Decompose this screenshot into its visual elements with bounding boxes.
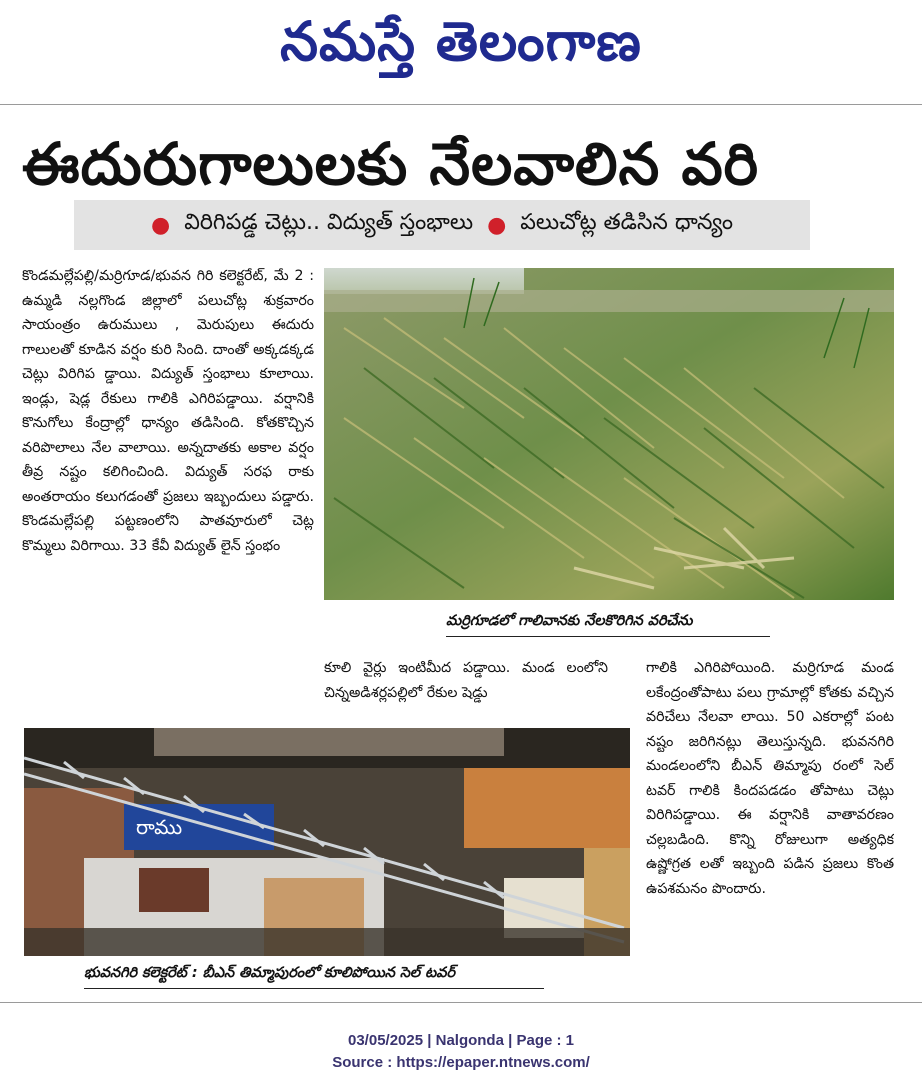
footer-source-line: Source : https://epaper.ntnews.com/: [332, 1054, 590, 1071]
masthead-logo: నమస్తే తెలంగాణ: [280, 10, 642, 73]
masthead-divider: [0, 104, 922, 105]
photo-1-caption: మర్రిగూడలో గాలివానకు నేలకొరిగిన వరిచేను: [446, 612, 770, 637]
bullet-icon: ●: [487, 212, 507, 238]
cell-tower-photo: [24, 728, 630, 956]
article-column-3: గాలికి ఎగిరిపోయింది. మర్రిగూడ మండ లకేంద్రంతోపాటు పలు గ్రామాల్లో కోతకు వచ్చిన వరిచేలు నేలవా లాయి. 50 ఎకరాల్లో పంట నష్టం జరిగినట్లు తెలుస్తున్నది. భువనగిరి మండలంలోని బీఎన్ తిమ్మాపు రంలో సెల్ టవర్ గాలికి కిందపడడం తోపాటు చెట్లు విరిగిపడ్డాయి. ఈ వర్షానికి వాతావరణం చల్లబడింది. కొన్ని రోజులుగా అత్యధిక ఉష్ణోగ్రత లతో ఇబ్బంది పడిన ప్రజలు కొంత ఉపశమనం పొందారు.: [646, 660, 894, 897]
headline: ఈదురుగాలులకు నేలవాలిన వరి: [22, 130, 760, 198]
article-column-1: కొండమల్లేపల్లి/మర్రిగూడ/భువన గిరి కలెక్టరేట్, మే 2 : ఉమ్మడి నల్లగొండ జిల్లాలో పలుచోట్ల శుక్రవారం సాయంత్రం ఉరుములు , మెరుపులు ఈదురు గాలులతో కూడిన వర్షం కురి సింది. దాంతో అక్కడక్కడ చెట్లు విరిగిప డ్డాయి. విద్యుత్ స్తంభాలు కూలాయి. ఇండ్లు, షెడ్ల రేకులు గాలికి ఎగిరిపడ్డాయి. వర్షానికి కొనుగోలు కేంద్రాల్లో ధాన్యం తడిసింది. కోతకొచ్చిన వరిపొలాలు నేల వాలాయి. అన్నదాతకు అకాల వర్షం తీవ్ర నష్టం కలిగించింది. విద్యుత్ సరఫ రాకు అంతరాయం కలుగడంతో ప్రజలు ఇబ్బందులు పడ్డారు. కొండమల్లేపల్లి పట్టణంలోని పాతవూరులో చెట్ల కొమ్మలు విరిగాయి. 33 కేవీ విద్యుత్ లైన్ స్తంభం: [22, 268, 314, 554]
footer-edition-line: 03/05/2025 | Nalgonda | Page : 1: [348, 1032, 574, 1049]
paddy-field-image: [324, 268, 894, 600]
shop-sign-text: రాము: [136, 815, 183, 839]
footer-divider: [0, 1002, 922, 1003]
bullet-icon: ●: [151, 212, 171, 238]
cell-tower-image: [24, 728, 630, 956]
subdeck: [74, 200, 810, 250]
subdeck-item-1: విరిగిపడ్డ చెట్లు.. విద్యుత్ స్తంభాలు: [184, 210, 474, 235]
article-column-2: కూలి వైర్లు ఇంటిమీద పడ్డాయి. మండ లంలోని చిన్నఅడిశర్లపల్లిలో రేకుల షెడ్డు: [324, 660, 608, 701]
masthead: [0, 0, 922, 104]
paddy-field-photo: [324, 268, 894, 600]
subdeck-item-2: పలుచోట్ల తడిసిన ధాన్యం: [520, 210, 733, 235]
photo-2-caption: భువనగిరి కలెక్టరేట్ : బీఎన్ తిమ్మాపురంలో కూలిపోయిన సెల్ టవర్: [84, 964, 544, 989]
